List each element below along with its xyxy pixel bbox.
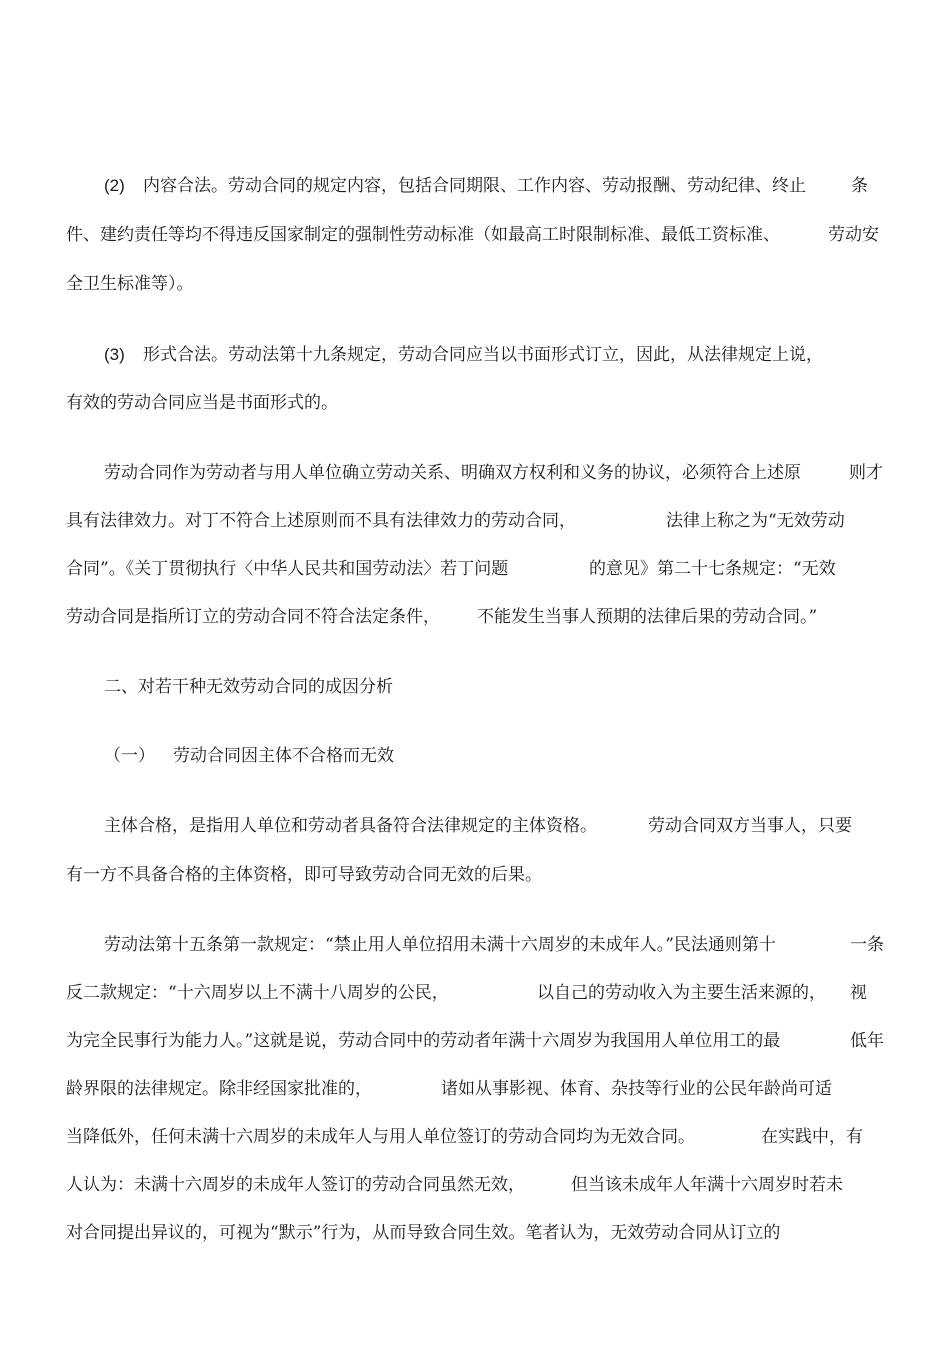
paragraph-7-line-2 bbox=[0, 977, 950, 1009]
text-segment: 条 bbox=[851, 176, 868, 196]
text-segment: 劳动法第十五条第一款规定：“禁止用人单位招用未满十六周岁的未成年人。”民法通则第十 bbox=[104, 935, 776, 955]
subsection-title: 劳动合同因主体不合格而无效 bbox=[173, 746, 394, 766]
paragraph-2-line-2 bbox=[0, 387, 950, 419]
paragraph-7-line-5 bbox=[0, 1121, 950, 1153]
text-segment: 龄界限的法律规定。除非经国家批准的， bbox=[66, 1079, 372, 1099]
paragraph-1-line-1 bbox=[0, 170, 950, 202]
paragraph-3-line-1 bbox=[0, 457, 950, 489]
paragraph-7-line-4 bbox=[0, 1073, 950, 1105]
text-segment: 的意见》第二十七条规定：“无效 bbox=[589, 559, 836, 579]
text-segment: 全卫生标准等）。 bbox=[66, 274, 194, 294]
text-segment: 主体合格，是指用人单位和劳动者具备符合法律规定的主体资格。 bbox=[104, 816, 597, 836]
item-number: (3) bbox=[104, 345, 125, 364]
paragraph-2-line-1 bbox=[0, 339, 950, 371]
paragraph-3-line-4 bbox=[0, 601, 950, 633]
text-segment: 法律上称之为“无效劳动 bbox=[666, 511, 845, 531]
text-segment: 形式合法。劳动法第十九条规定，劳动合同应当以书面形式订立，因此，从法律规定上说， bbox=[143, 345, 823, 365]
paragraph-1-line-2 bbox=[0, 219, 950, 251]
paragraph-3-line-3 bbox=[0, 553, 950, 585]
paragraph-7-line-6 bbox=[0, 1169, 950, 1201]
text-segment: 不能发生当事人预期的法律后果的劳动合同。” bbox=[477, 607, 818, 627]
subsection-heading bbox=[0, 740, 950, 772]
text-segment: 劳动合同作为劳动者与用人单位确立劳动关系、明确双方权利和义务的协议，必须符合上述原 bbox=[104, 463, 801, 483]
paragraph-6-line-1 bbox=[0, 810, 950, 842]
text-segment: 劳动合同双方当事人，只要 bbox=[648, 816, 852, 836]
section-heading bbox=[0, 671, 950, 703]
paragraph-3-line-2 bbox=[0, 505, 950, 537]
paragraph-6-line-2 bbox=[0, 859, 950, 891]
paragraph-7-line-7 bbox=[0, 1217, 950, 1249]
text-segment: 低年 bbox=[850, 1031, 884, 1051]
text-segment: 为完全民事行为能力人。”这就是说，劳动合同中的劳动者年满十六周岁为我国用人单位用工的最 bbox=[66, 1031, 781, 1051]
text-segment: 反二款规定：“十六周岁以上不满十八周岁的公民， bbox=[66, 983, 449, 1003]
text-segment: 劳动合同是指所订立的劳动合同不符合法定条件， bbox=[66, 607, 440, 627]
text-segment: 一条 bbox=[850, 935, 884, 955]
text-segment: 以自己的劳动收入为主要生活来源的， bbox=[537, 983, 826, 1003]
paragraph-7-line-3 bbox=[0, 1025, 950, 1057]
text-segment: 有一方不具备合格的主体资格，即可导致劳动合同无效的后果。 bbox=[66, 865, 542, 885]
text-segment: 具有法律效力。对丁不符合上述原则而不具有法律效力的劳动合同， bbox=[66, 511, 576, 531]
text-segment: 人认为：未满十六周岁的未成年人签订的劳动合同虽然无效， bbox=[66, 1175, 525, 1195]
text-segment: 视 bbox=[850, 983, 867, 1003]
text-segment: 在实践中，有 bbox=[761, 1127, 863, 1147]
text-segment: 内容合法。劳动合同的规定内容，包括合同期限、工作内容、劳动报酬、劳动纪律、终止 bbox=[143, 176, 806, 196]
text-segment: 合同”。《关丁贯彻执行〈中华人民共和国劳动法〉若丁问题 bbox=[66, 559, 509, 579]
section-heading-text: 二、对若干种无效劳动合同的成因分析 bbox=[104, 677, 393, 697]
item-number: (2) bbox=[104, 176, 125, 195]
paragraph-7-line-1 bbox=[0, 929, 950, 961]
text-segment: 但当该未成年人年满十六周岁时若未 bbox=[571, 1175, 843, 1195]
text-segment: 对合同提出异议的，可视为“默示”行为，从而导致合同生效。笔者认为，无效劳动合同从订立的 bbox=[66, 1223, 781, 1243]
text-segment: 则才 bbox=[849, 463, 883, 483]
text-segment: 诸如从事影视、体育、杂技等行业的公民年龄尚可适 bbox=[441, 1079, 832, 1099]
text-segment: 当降低外，任何未满十六周岁的未成年人与用人单位签订的劳动合同均为无效合同。 bbox=[66, 1127, 695, 1147]
paragraph-1-line-3 bbox=[0, 268, 950, 300]
text-segment: 件、建约责任等均不得违反国家制定的强制性劳动标准（如最高工时限制标准、最低工资标准、 bbox=[66, 225, 780, 245]
text-segment: 有效的劳动合同应当是书面形式的。 bbox=[66, 393, 338, 413]
subsection-number: （一） bbox=[104, 746, 155, 766]
text-segment: 劳动安 bbox=[828, 225, 879, 245]
